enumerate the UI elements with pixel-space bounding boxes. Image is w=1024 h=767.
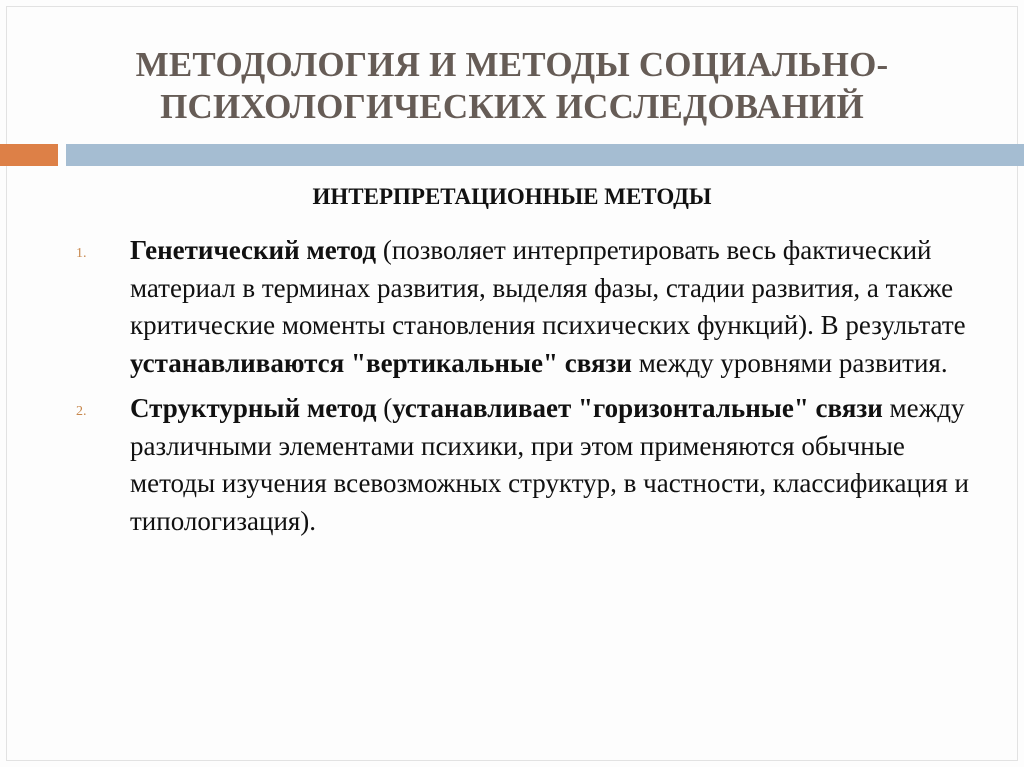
list-number: 2. (76, 404, 87, 419)
method-key-phrase: устанавливает "горизонтальные" связи (392, 393, 883, 423)
methods-list (76, 232, 976, 540)
slide-title (60, 44, 964, 128)
title-line-1: МЕТОДОЛОГИЯ И МЕТОДЫ СОЦИАЛЬНО- (135, 45, 889, 84)
method-description-end: между различными элементами психики, при этом применяются обычные методы изучения всевозможных структур, в частности, классификация и типологизация). (130, 393, 969, 536)
method-description: ( (376, 393, 393, 423)
accent-bar-blue (66, 144, 1024, 166)
method-key-phrase: устанавливаются "вертикальные" связи (130, 347, 632, 378)
list-item-genetic-method (76, 232, 976, 382)
title-line-2: ПСИХОЛОГИЧЕСКИХ ИССЛЕДОВАНИЙ (160, 87, 864, 126)
method-description-end: между уровнями развития. (631, 347, 948, 378)
method-description: (позволяет интерпретировать весь фактический материал в терминах развития, выделяя фазы, стадии развития, а также критические моменты становления психических функций). В результате (130, 235, 966, 340)
list-number: 1. (76, 246, 87, 261)
list-item-text (130, 232, 976, 382)
list-item-structural-method (76, 390, 976, 540)
method-name: Генетический метод (130, 235, 377, 265)
section-heading: ИНТЕРПРЕТАЦИОННЫЕ МЕТОДЫ (312, 184, 712, 209)
list-item-text (130, 390, 976, 540)
method-name: Структурный метод (130, 393, 377, 423)
accent-bar-orange (0, 144, 58, 166)
